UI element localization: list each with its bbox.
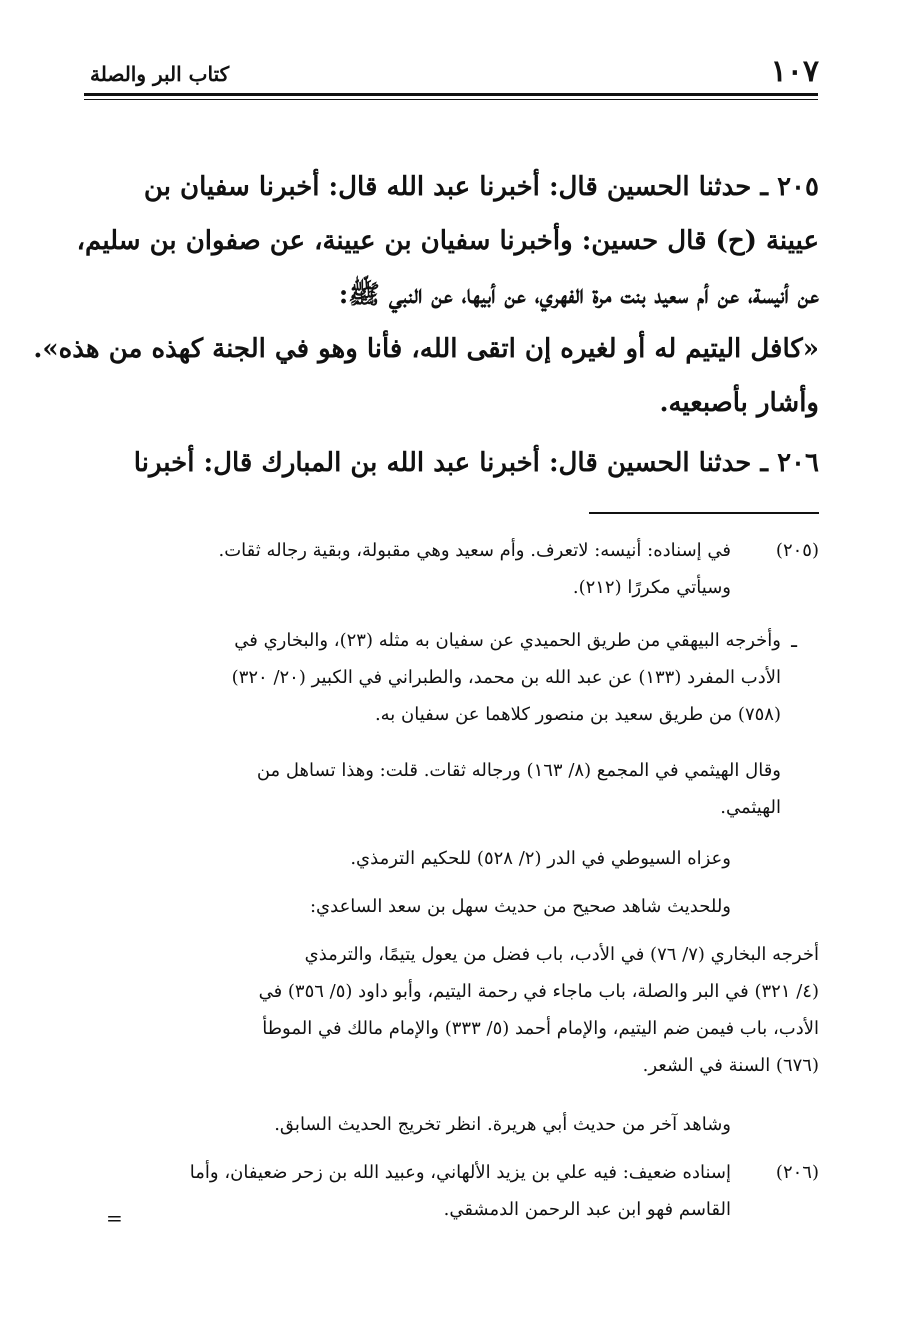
footnote-line: الأدب، باب فيمن ضم اليتيم، والإمام أحمد (٥/ ٣٣٣) والإمام مالك في الموطأ [262, 1018, 819, 1039]
hadith-205-line: «كافل اليتيم له أو لغيره إن اتقى الله، فأنا وهو في الجنة كهذه من هذه». [33, 334, 819, 364]
footnote-205-haythami [81, 752, 781, 826]
footnote-line: الأدب المفرد (١٣٣) عن عبد الله بن محمد، والطبراني في الكبير (٢٠/ ٣٢٠) [231, 667, 781, 688]
footnote-line: (٧٥٨) من طريق سعيد بن منصور كلاهما عن سفيان به. [374, 704, 781, 725]
footnote-line: وشاهد آخر من حديث أبي هريرة. انظر تخريج الحديث السابق. [274, 1114, 731, 1135]
hadith-206-line: ٢٠٦ ـ حدثنا الحسين قال: أخبرنا عبد الله بن المبارك قال: أخبرنا [133, 448, 819, 478]
footnote-line: (٦٧٦) السنة في الشعر. [642, 1055, 819, 1076]
footnote-line: إسناده ضعيف: فيه علي بن يزيد الألهاني، وعبيد الله بن زحر ضعيفان، وأما [189, 1162, 731, 1183]
footnote-205-sources [81, 622, 781, 733]
header-rule [84, 93, 818, 96]
hadith-205 [33, 160, 819, 430]
header-rule-thin [84, 99, 818, 100]
hadith-205-line: عيينة (ح) قال حسين: وأخبرنا سفيان بن عيينة، عن صفوان بن سليم، [76, 226, 819, 256]
running-header-title: كتاب البر والصلة [90, 62, 230, 86]
footnote-206-text [81, 1154, 731, 1228]
footnote-line: الهيثمي. [720, 797, 781, 818]
page-number: ١٠٧ [770, 54, 819, 89]
footnote-205-number: (٢٠٥) [775, 540, 819, 561]
hadith-205-line: ٢٠٥ ـ حدثنا الحسين قال: أخبرنا عبد الله قال: أخبرنا سفيان بن [143, 172, 819, 202]
continuation-mark: = [106, 1206, 123, 1230]
footnote-205-text [81, 532, 731, 606]
footnote-line: وللحديث شاهد صحيح من حديث سهل بن سعد الساعدي: [309, 896, 731, 917]
footnote-line: (٤/ ٣٢١) في البر والصلة، باب ماجاء في رحمة اليتيم، وأبو داود (٥/ ٣٥٦) في [258, 981, 819, 1002]
hadith-206 [79, 436, 819, 490]
footnote-line: وأخرجه البيهقي من طريق الحميدي عن سفيان به مثله (٢٣)، والبخاري في [234, 630, 781, 651]
footnote-line: وسيأتي مكررًا (٢١٢). [572, 577, 731, 598]
footnote-205-suyuti [81, 840, 731, 877]
footnote-206-number: (٢٠٦) [775, 1162, 819, 1183]
footnote-line: في إسناده: أنيسه: لاتعرف. وأم سعيد وهي مقبولة، وبقية رجاله ثقات. [218, 540, 731, 561]
hadith-205-line: عن أنيسة، عن أم سعيد بنت مرة الفهري، عن أبيها، عن النبي ﷺ: [338, 280, 819, 310]
footnote-205-witness [81, 888, 731, 925]
footnote-line: وعزاه السيوطي في الدر (٢/ ٥٢٨) للحكيم الترمذي. [350, 848, 731, 869]
footnote-line: أخرجه البخاري (٧/ ٧٦) في الأدب، باب فضل من يعول يتيمًا، والترمذي [304, 944, 819, 965]
footnote-line: وقال الهيثمي في المجمع (٨/ ١٦٣) ورجاله ثقات. قلت: وهذا تساهل من [256, 760, 781, 781]
footnote-separator [589, 512, 819, 514]
footnote-205-bukhari [79, 936, 819, 1084]
footnote-line: القاسم فهو ابن عبد الرحمن الدمشقي. [443, 1199, 731, 1220]
hadith-205-line: وأشار بأصبعيه. [659, 388, 819, 418]
footnote-205-other-witness [81, 1106, 731, 1143]
footnote-dash: ـ [791, 628, 797, 652]
